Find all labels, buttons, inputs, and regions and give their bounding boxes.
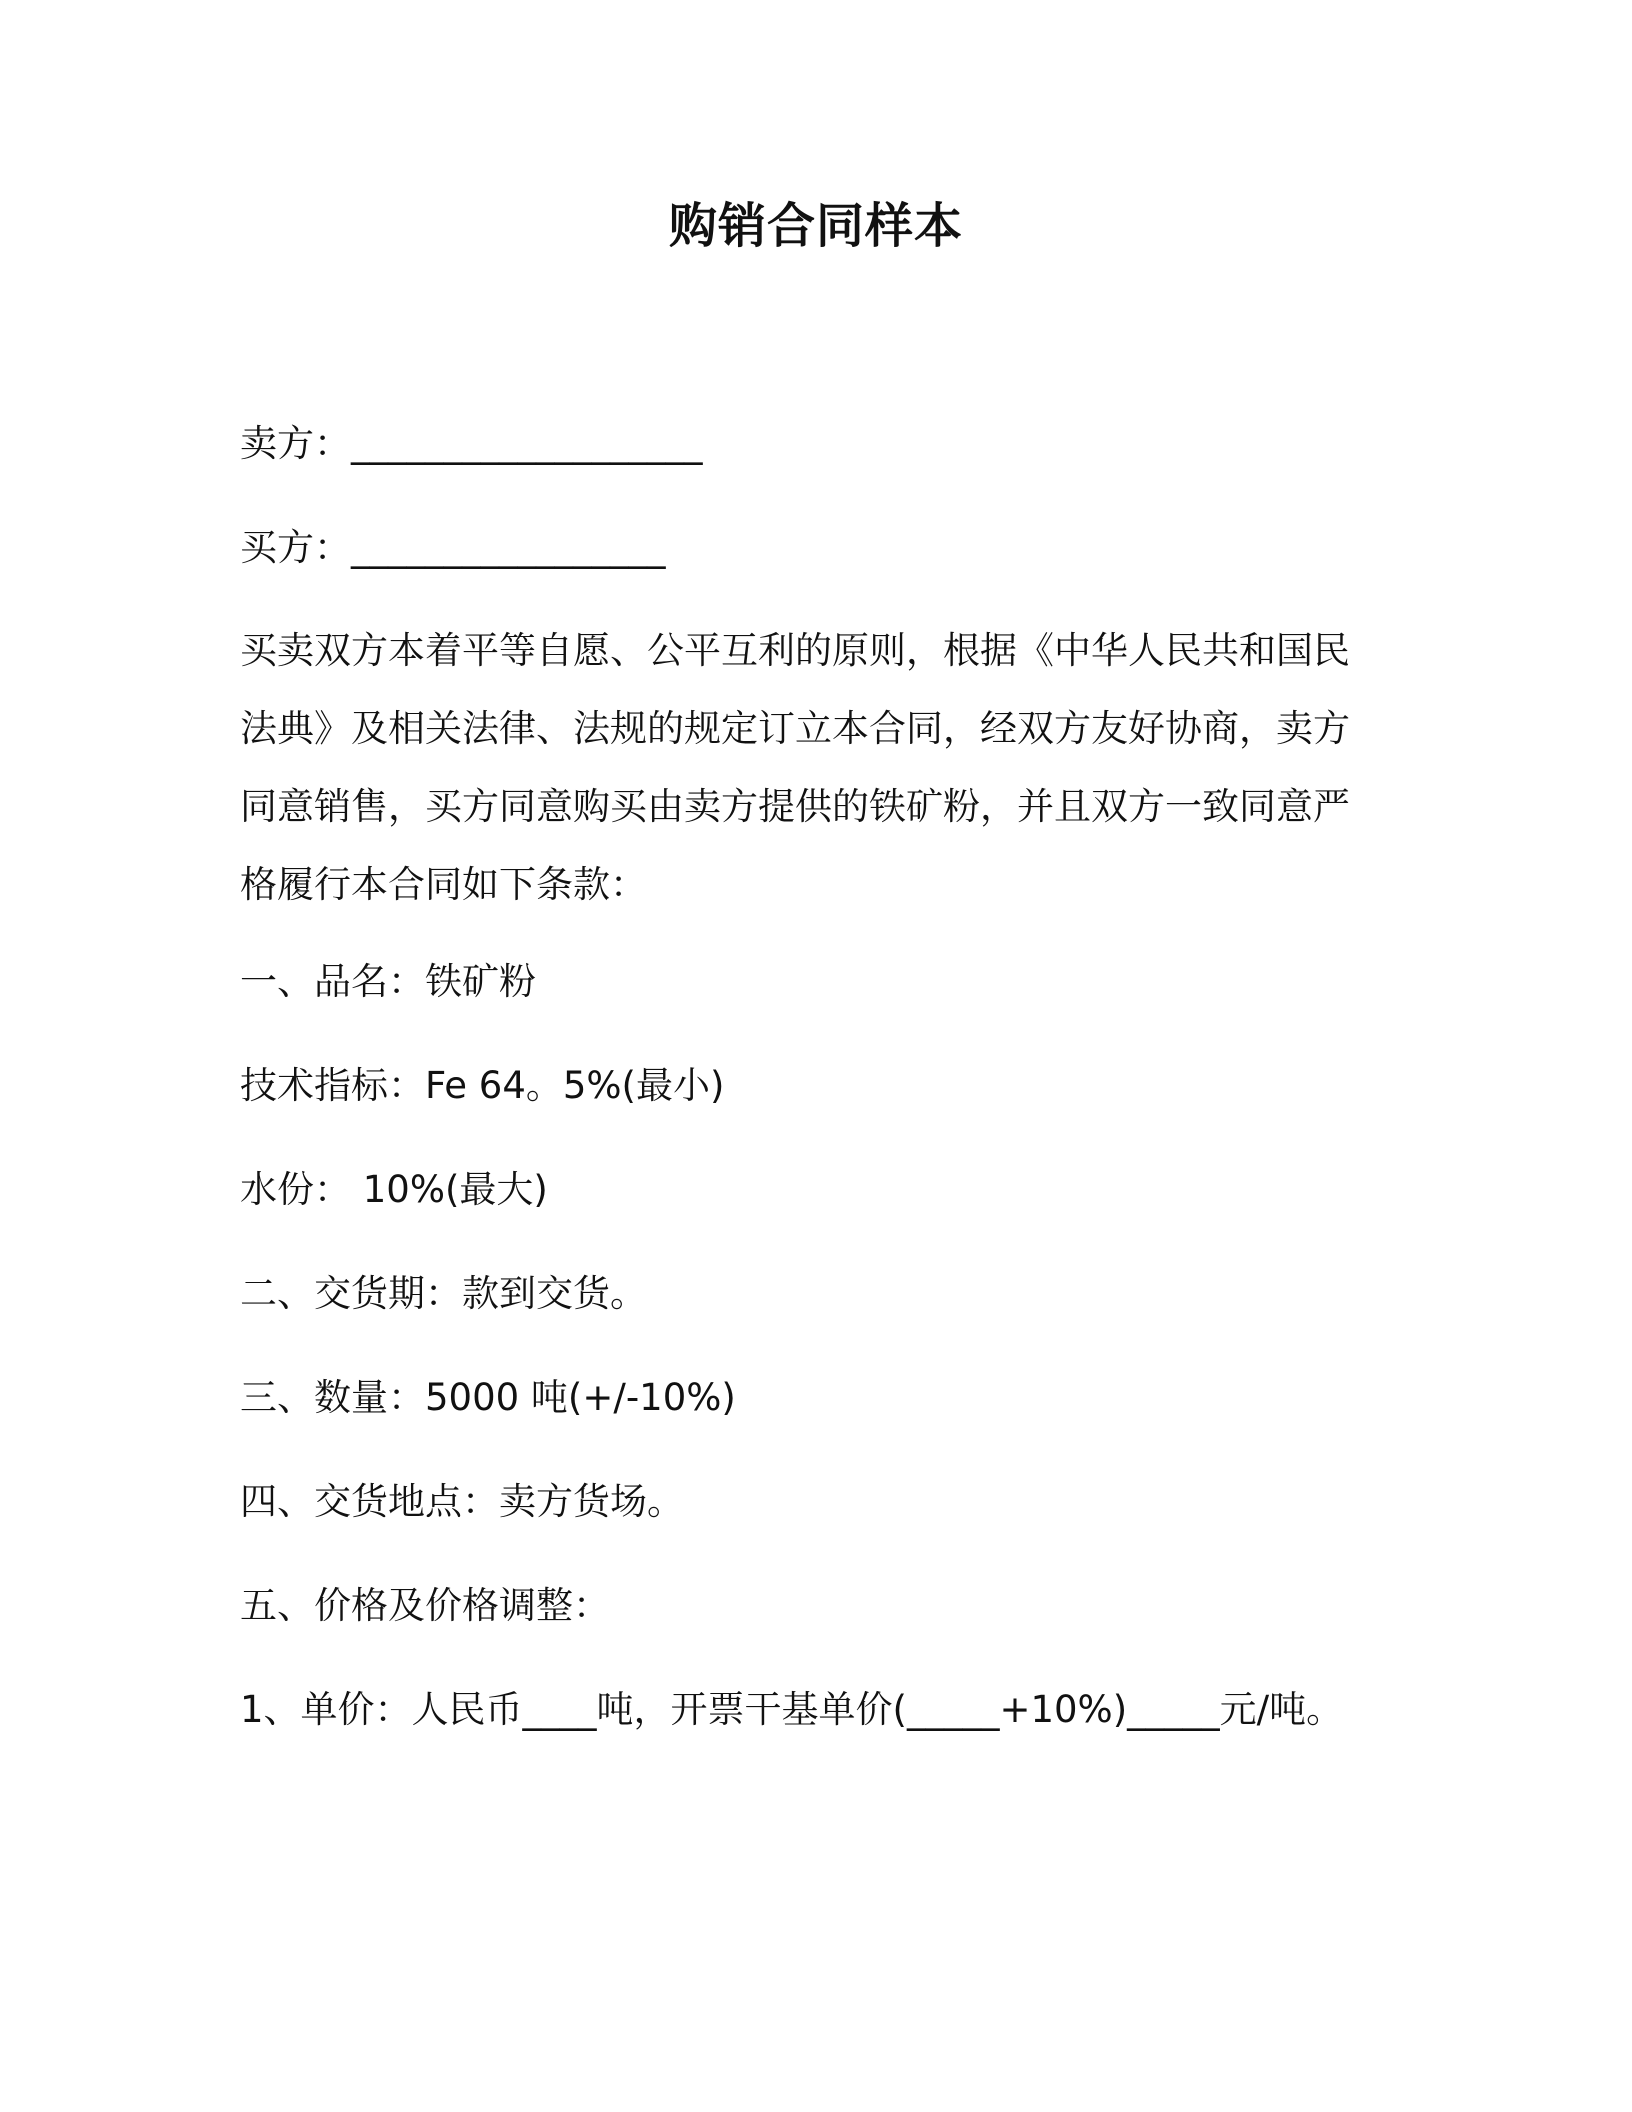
clause-unit-price: 1、单价：人民币____吨，开票干基单价(_____+10%)_____元/吨。	[240, 1688, 1344, 1731]
clause-product: 一、品名：铁矿粉	[240, 960, 536, 1003]
intro-line: 同意销售，买方同意购买由卖方提供的铁矿粉，并且双方一致同意严	[240, 785, 1350, 828]
buyer-line: 买方：_________________	[240, 526, 666, 569]
clause-delivery-period: 二、交货期：款到交货。	[240, 1272, 647, 1315]
intro-line: 格履行本合同如下条款：	[240, 863, 647, 906]
seller-line: 卖方：___________________	[240, 422, 703, 465]
intro-paragraph	[240, 612, 1360, 924]
clause-delivery-place: 四、交货地点：卖方货场。	[240, 1480, 684, 1523]
spec-moisture: 水份： 10%(最大)	[240, 1168, 548, 1211]
document-title: 购销合同样本	[668, 198, 963, 254]
spec-technical: 技术指标：Fe 64。5%(最小)	[240, 1064, 725, 1107]
clause-price: 五、价格及价格调整：	[240, 1584, 610, 1627]
clause-quantity: 三、数量：5000 吨(+/-10%)	[240, 1376, 736, 1419]
intro-line: 法典》及相关法律、法规的规定订立本合同，经双方友好协商，卖方	[240, 707, 1350, 750]
intro-line: 买卖双方本着平等自愿、公平互利的原则，根据《中华人民共和国民	[240, 629, 1350, 672]
